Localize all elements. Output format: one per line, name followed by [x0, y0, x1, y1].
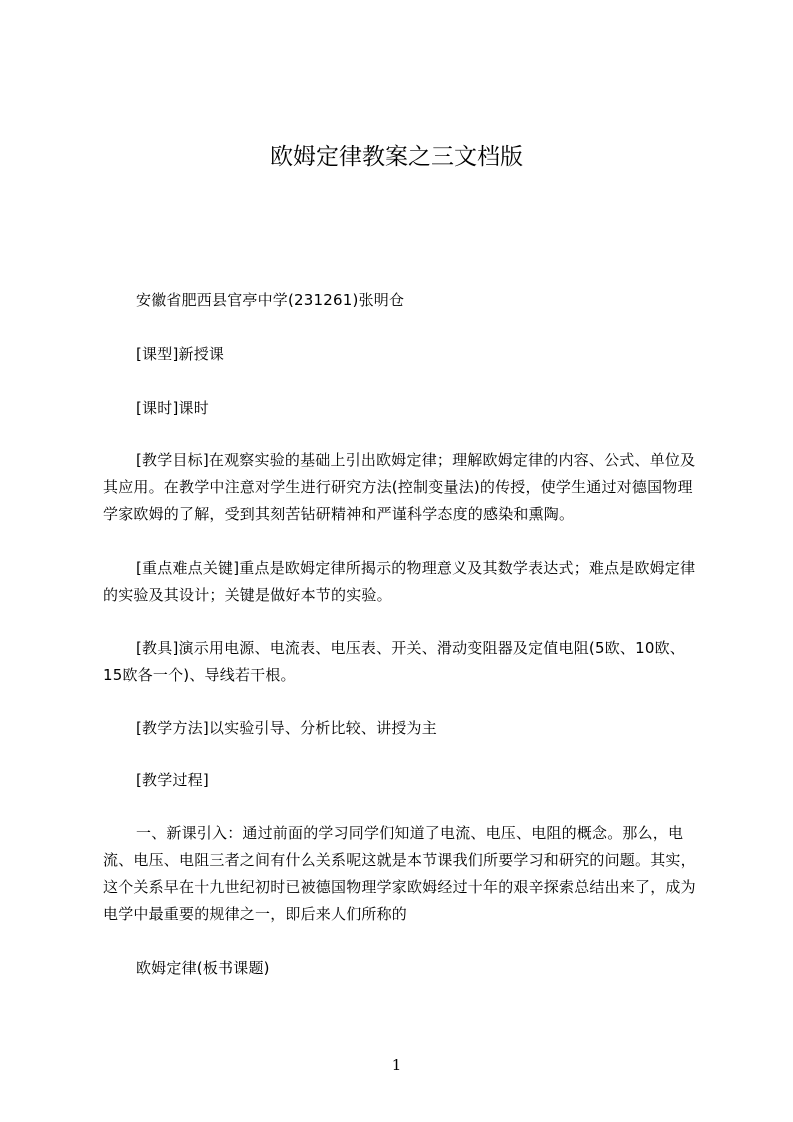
class-hours: [课时]课时 — [136, 399, 209, 417]
teaching-process-heading: [教学过程] — [136, 771, 209, 789]
teaching-aids: [教具]演示用电源、电流表、电压表、开关、滑动变阻器及定值电阻(5欧、10欧、15欧各一个)、导线若干根。 — [103, 639, 685, 684]
board-title-line: 欧姆定律(板书课题) — [136, 959, 270, 977]
document-title: 欧姆定律教案之三文档版 — [270, 144, 523, 170]
key-difficult-points: [重点难点关键]重点是欧姆定律所揭示的物理意义及其数学表达式；难点是欧姆定律的实验及其设计；关键是做好本节的实验。 — [103, 559, 696, 604]
teaching-methods: [教学方法]以实验引导、分析比较、讲授为主 — [136, 719, 437, 737]
new-lesson-introduction: 一、新课引入：通过前面的学习同学们知道了电流、电压、电阻的概念。那么，电流、电压、电阻三者之间有什么关系呢这就是本节课我们所要学习和研究的问题。其实，这个关系早在十九世纪初时已被德国物理学家欧姆经过十年的艰辛探索总结出来了，成为电学中最重要的规律之一，即后来人们所称的 — [103, 824, 696, 923]
page-number: 1 — [391, 1056, 402, 1074]
teaching-objectives: [教学目标]在观察实验的基础上引出欧姆定律；理解欧姆定律的内容、公式、单位及其应用。在教学中注意对学生进行研究方法(控制变量法)的传授，使学生通过对德国物理学家欧姆的了解，受到其刻苦钻研精神和严谨科学态度的感染和熏陶。 — [103, 451, 696, 523]
course-type: [课型]新授课 — [136, 345, 225, 363]
author-line: 安徽省肥西县官亭中学(231261)张明仓 — [136, 291, 405, 309]
